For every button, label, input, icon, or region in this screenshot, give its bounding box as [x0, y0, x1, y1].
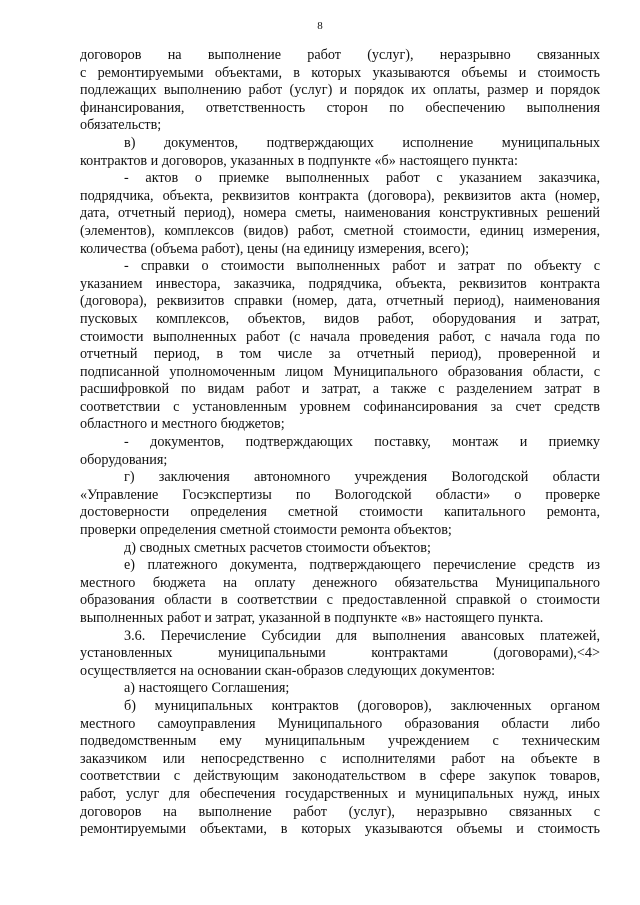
text-line: обязательств; — [80, 117, 162, 134]
text-line: - актов о приемке выполненных работ с указанием заказчика, — [124, 170, 600, 187]
body-text — [80, 47, 600, 839]
text-line: б) муниципальных контрактов (договоров), заключенных органом — [124, 697, 600, 714]
text-line: договоров на выполнение работ (услуг), неразрывно связанных — [80, 47, 600, 63]
text-line: местного самоуправления Муниципального образования области либо — [80, 715, 600, 732]
text-line: областного и местного бюджетов; — [80, 416, 285, 433]
text-line: - справки о стоимости выполненных работ и затрат по объекту с — [124, 258, 600, 275]
text-line: местного бюджета на оплату денежного обязательства Муниципального — [80, 574, 600, 591]
text-line: количества (объема работ), цены (на единицу измерения, всего); — [80, 240, 470, 257]
text-line: е) платежного документа, подтверждающего перечисление средств из — [124, 557, 600, 574]
text-line: - документов, подтверждающих поставку, монтаж и приемку — [124, 434, 600, 451]
text-line: достоверности определения сметной стоимости капитального ремонта, — [80, 504, 600, 521]
text-line: соответствии с установленным уровнем софинансирования за счет средств — [80, 398, 600, 415]
text-line: «Управление Госэкспертизы по Вологодской области» о проверке — [80, 486, 600, 503]
text-line: подрядчика, объекта, реквизитов контракта (договора), реквизитов акта (номер, — [80, 187, 600, 204]
text-line: соответствии с действующим законодательством в сфере закупок товаров, — [80, 768, 600, 785]
text-line: договоров на выполнение работ (услуг), неразрывно связанных с — [80, 803, 600, 820]
text-line: оборудования; — [80, 451, 168, 468]
text-line: с ремонтируемыми объектами, в которых указываются объемы и стоимость — [80, 64, 600, 81]
page-number: 8 — [317, 20, 323, 32]
text-line: отчетный период, в том числе за отчетный период), проверенной и — [80, 346, 600, 363]
text-line: финансирования, ответственность сторон по обеспечению выполнения — [80, 99, 600, 116]
text-line: расшифровкой по видам работ и затрат, а также с разделением затрат в — [80, 381, 600, 398]
text-line: 3.6. Перечисление Субсидии для выполнения авансовых платежей, — [124, 627, 600, 644]
text-line: дата, отчетный период), номера сметы, наименования конструктивных решений — [80, 205, 600, 222]
text-line: указанием инвестора, заказчика, подрядчика, объекта, реквизитов контракта — [80, 275, 600, 292]
text-line: (элементов), комплексов (видов) работ, сметной стоимости, единиц измерения, — [80, 222, 600, 239]
text-line: д) сводных сметных расчетов стоимости объектов; — [124, 539, 431, 556]
text-line: в) документов, подтверждающих исполнение муниципальных — [124, 134, 600, 151]
text-line: подведомственным ему муниципальным учреждением с техническим — [80, 733, 600, 750]
text-line: контрактов и договоров, указанных в подпункте «б» настоящего пункта: — [80, 152, 518, 169]
text-line: работ, услуг для обеспечения государственных и муниципальных нужд, иных — [80, 785, 600, 802]
text-line: проверки определения сметной стоимости ремонта объектов; — [80, 522, 452, 539]
text-line: пусковых комплексов, объектов, видов работ, оборудования и затрат, — [80, 310, 600, 327]
text-line: стоимости выполненных работ (с начала проведения работ, с начала года по — [80, 328, 600, 345]
text-line: подлежащих выполнению работ (услуг) и порядок их оплаты, размер и порядок — [80, 82, 600, 99]
text-line: а) настоящего Соглашения; — [124, 680, 290, 697]
text-line: (договора), реквизитов справки (номер, дата, отчетный период), наименования — [80, 293, 600, 310]
text-line: осуществляется на основании скан-образов следующих документов: — [80, 662, 496, 679]
text-line: подписанной уполномоченным лицом Муниципального образования области, с — [80, 363, 600, 380]
text-line: г) заключения автономного учреждения Вологодской области — [124, 469, 600, 486]
text-line: заказчиком или непосредственно с исполнителями работ на объекте в — [80, 750, 600, 767]
text-line: выполненных работ и затрат, указанной в подпункте «в» настоящего пункта. — [80, 610, 544, 626]
text-line: образования области в соответствии с предоставленной справкой о стоимости — [80, 592, 600, 609]
text-line: установленных муниципальными контрактами (договорами),<4> — [80, 645, 600, 662]
text-line: ремонтируемыми объектами, в которых указываются объемы и стоимость — [80, 821, 600, 838]
